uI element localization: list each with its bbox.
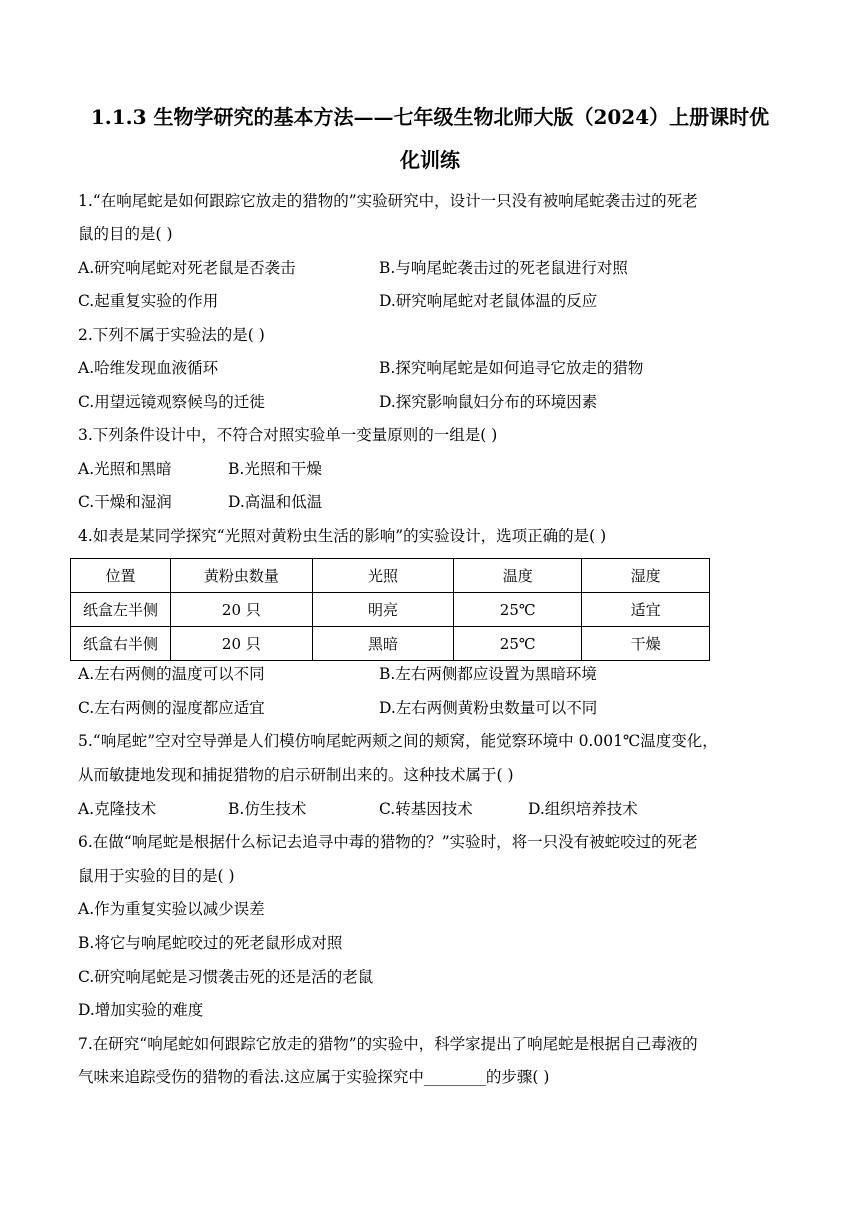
table-header-cell: 光照	[312, 559, 454, 593]
document-title-line2: 化训练	[400, 148, 460, 172]
q4-option-a: A.左右两侧的温度可以不同	[78, 665, 265, 683]
q7-stem-line2: 气味来追踪受伤的猎物的看法.这应属于实验探究中________的步骤( )	[78, 1068, 550, 1086]
q1-option-d: D.研究响尾蛇对老鼠体温的反应	[379, 292, 598, 310]
q4-stem: 4.如表是某同学探究“光照对黄粉虫生活的影响”的实验设计，选项正确的是( )	[78, 527, 607, 545]
table-cell: 20 只	[171, 593, 313, 627]
q3-option-c: C.干燥和湿润	[78, 493, 172, 511]
table-cell: 20 只	[171, 627, 313, 661]
q1-option-b: B.与响尾蛇袭击过的死老鼠进行对照	[379, 259, 628, 277]
q4-option-d: D.左右两侧黄粉虫数量可以不同	[379, 699, 598, 717]
q2-option-a: A.哈维发现血液循环	[78, 359, 219, 377]
q5-option-b: B.仿生技术	[228, 800, 307, 818]
experiment-table	[70, 558, 710, 661]
table-cell: 明亮	[312, 593, 454, 627]
q6-option-c: C.研究响尾蛇是习惯袭击死的还是活的老鼠	[78, 968, 374, 986]
q1-stem-line1: 1.“在响尾蛇是如何跟踪它放走的猎物的”实验研究中，设计一只没有被响尾蛇袭击过的死老	[78, 192, 698, 210]
q1-stem-line2: 鼠的目的是( )	[78, 225, 173, 243]
q3-option-d: D.高温和低温	[228, 493, 323, 511]
table-row	[71, 593, 710, 627]
q4-option-b: B.左右两侧都应设置为黑暗环境	[379, 665, 597, 683]
q5-option-a: A.克隆技术	[78, 800, 157, 818]
table-cell: 黑暗	[312, 627, 454, 661]
q5-stem-line1: 5.“响尾蛇”空对空导弹是人们模仿响尾蛇两颊之间的颊窝，能觉察环境中 0.001℃温度变化，	[78, 732, 718, 750]
q2-stem: 2.下列不属于实验法的是( )	[78, 326, 265, 344]
table-header-row	[71, 559, 710, 593]
q5-stem-line2: 从而敏捷地发现和捕捉猎物的启示研制出来的。这种技术属于( )	[78, 766, 514, 784]
table-cell: 25℃	[454, 593, 582, 627]
q6-stem-line1: 6.在做“响尾蛇是根据什么标记去追寻中毒的猎物的？”实验时，将一只没有被蛇咬过的死老	[78, 833, 698, 851]
table-cell: 适宜	[582, 593, 710, 627]
table-cell: 25℃	[454, 627, 582, 661]
table-cell: 纸盒左半侧	[71, 593, 171, 627]
table-header-cell: 温度	[454, 559, 582, 593]
q3-option-a: A.光照和黑暗	[78, 460, 172, 478]
q1-option-c: C.起重复实验的作用	[78, 292, 219, 310]
q4-option-c: C.左右两侧的湿度都应适宜	[78, 699, 265, 717]
q3-option-b: B.光照和干燥	[228, 460, 322, 478]
q2-option-d: D.探究影响鼠妇分布的环境因素	[379, 393, 598, 411]
table-header-cell: 位置	[71, 559, 171, 593]
table-header-cell: 黄粉虫数量	[171, 559, 313, 593]
q5-option-c: C.转基因技术	[379, 800, 473, 818]
table-cell: 纸盒右半侧	[71, 627, 171, 661]
q2-option-c: C.用望远镜观察候鸟的迁徙	[78, 393, 265, 411]
q2-option-b: B.探究响尾蛇是如何追寻它放走的猎物	[379, 359, 644, 377]
q3-stem: 3.下列条件设计中，不符合对照实验单一变量原则的一组是( )	[78, 426, 498, 444]
table-header-cell: 湿度	[582, 559, 710, 593]
q7-stem-line1: 7.在研究“响尾蛇如何跟踪它放走的猎物”的实验中，科学家提出了响尾蛇是根据自己毒液的	[78, 1035, 698, 1053]
table-cell: 干燥	[582, 627, 710, 661]
q6-option-b: B.将它与响尾蛇咬过的死老鼠形成对照	[78, 934, 343, 952]
q1-option-a: A.研究响尾蛇对死老鼠是否袭击	[78, 259, 296, 277]
q6-option-d: D.增加实验的难度	[78, 1001, 204, 1019]
q6-stem-line2: 鼠用于实验的目的是( )	[78, 867, 235, 885]
document-title-line1: 1.1.3 生物学研究的基本方法——七年级生物北师大版（2024）上册课时优	[90, 105, 770, 129]
q5-option-d: D.组织培养技术	[528, 800, 638, 818]
table-row	[71, 627, 710, 661]
q6-option-a: A.作为重复实验以减少误差	[78, 900, 265, 918]
